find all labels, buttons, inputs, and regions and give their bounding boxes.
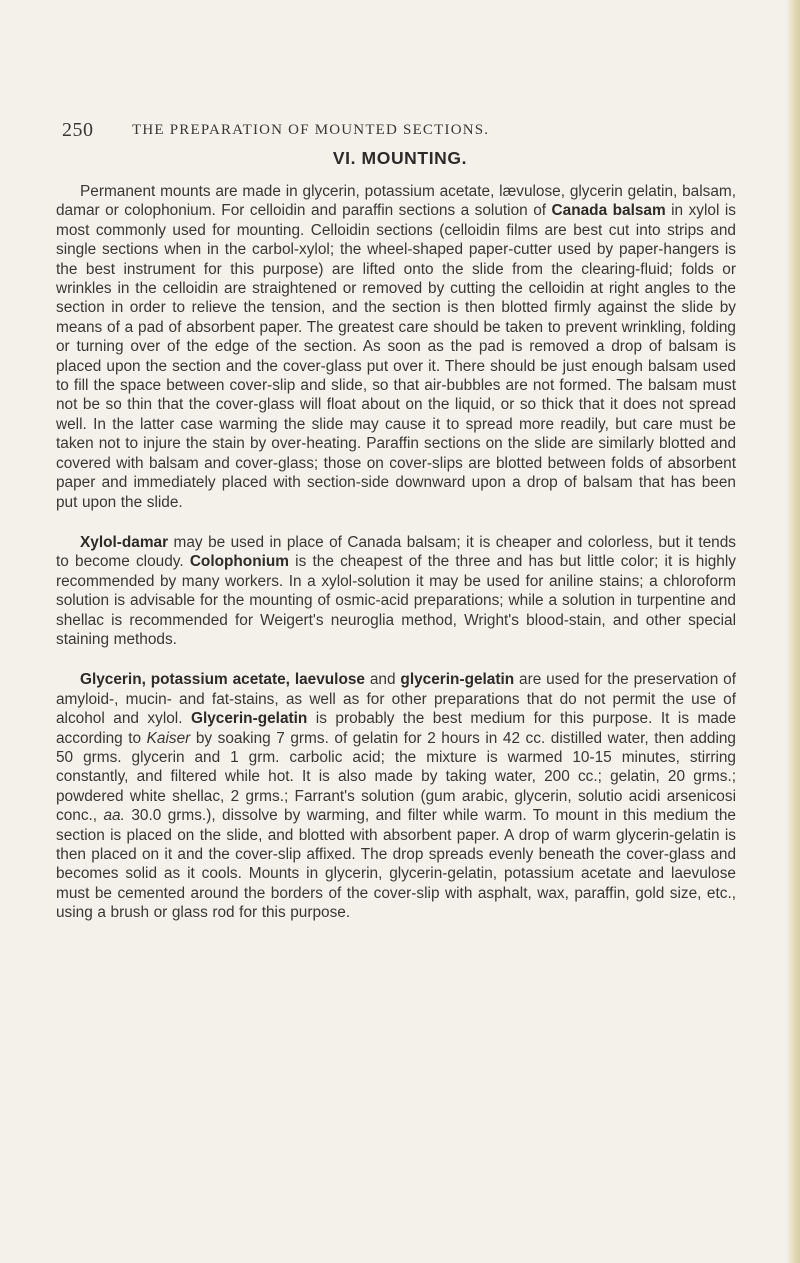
running-title: THE PREPARATION OF MOUNTED SECTIONS.: [132, 122, 490, 138]
term-glycerin-gelatin: glycerin-gelatin: [400, 671, 515, 689]
abbrev-aa: aa.: [103, 807, 125, 825]
text-run: is the cheapest of the three and has but little color; it is highly recommended by many workers. In a xylol-solution it may be used for aniline stains; a chloroform solution is advisable for the mounting of osmic-acid preparations; while a solution in turpentine and shellac is recommended for Weigert's neuroglia method, Wright's blood-stain, and other special staining methods.: [56, 553, 736, 648]
author-kaiser: Kaiser: [146, 729, 191, 747]
paragraph-xylol-damar: [56, 533, 736, 649]
text-run: by soaking 7 grms. of gelatin for 2 hours in 42 cc. distilled water, then adding 50 grms. glycerin and 1 grm. carbolic acid; the mixture is warmed 10-15 minutes, stirring constantly, and filtered while hot. It is also made by taking water, 200 cc.; gelatin, 20 grms.; powdered white shellac, 2 grms.; Farrant's solution (gum arabic, glycerin, solutio acidi arsenicosi conc.,: [56, 729, 736, 825]
text-run: are used for the preservation of amyloid-, mucin- and fat-stains, as well as for other preparations that do not permit the use of alcohol and xylol.: [56, 671, 736, 728]
paragraph-canada-balsam: [56, 182, 736, 512]
section-heading: VI. MOUNTING.: [332, 148, 468, 168]
text-run: in xylol is most commonly used for mounting. Celloidin sections (celloidin films are best cut into strips and single sections when in the carbol-xylol; the wheel-shaped paper-cutter used by paper-hangers is the best instrument for this purpose) are lifted onto the slide from the clearing-fluid; folds or wrinkles in the celloidin are straightened or removed by cutting the celloidin at right angles to the section in order to relieve the tension, and the section is then blotted firmly against the slide by means of a pad of absorbent paper. The greatest care should be taken to prevent wrinkling, folding or turning over of the edge of the section. As soon as the pad is removed a drop of balsam is placed upon the section and the cover-glass put over it. There should be just enough balsam used to fill the space between cover-slip and slide, so that air-bubbles are not formed. The balsam must not be so thin that the cover-glass will float about on the liquid, or so thick that it does not spread well. In the latter case warming the slide may cause it to spread more readily, but care must be taken not to injure the stain by over-heating. Paraffin sections on the slide are similarly blotted and covered with balsam and cover-glass; those on cover-slips are blotted between folds of absorbent paper and immediately placed with section-side downward upon a drop of balsam that has been put upon the slide.: [56, 202, 736, 511]
running-head: [62, 119, 742, 145]
term-canada-balsam: Canada balsam: [551, 202, 666, 220]
term-colophonium: Colophonium: [189, 553, 289, 571]
paragraph-glycerin: [56, 670, 736, 922]
term-glycerin-media: Glycerin, potassium acetate, laevulose: [80, 671, 365, 689]
text-run: is probably the best medium for this purpose. It is made according to: [56, 710, 737, 747]
page-edge-shadow: [786, 0, 800, 1263]
text-run: and: [364, 671, 401, 689]
text-run: Permanent mounts are made in glycerin, potassium acetate, lævulose, glycerin gelatin, balsam, damar or colophonium. For celloidin and paraffin sections a solution of: [56, 183, 736, 220]
text-run: 30.0 grms.), dissolve by warming, and filter while warm. To mount in this medium the section is placed on the slide, and blotted with absorbent paper. A drop of warm glycerin-gelatin is then placed on it and the cover-slip affixed. The drop spreads evenly beneath the cover-glass and becomes solid as it cools. Mounts in glycerin, glycerin-gelatin, potassium acetate and laevulose must be cemented around the borders of the cover-slip with asphalt, wax, paraffin, gold size, etc., using a brush or glass rod for this purpose.: [56, 807, 736, 922]
text-run: may be used in place of Canada balsam; it is cheaper and colorless, but it tends to become cloudy.: [56, 533, 736, 571]
term-glycerin-gelatin-2: Glycerin-gelatin: [190, 710, 308, 728]
page-number: 250: [62, 119, 94, 141]
term-xylol-damar: Xylol-damar: [80, 533, 169, 551]
body-text: [56, 182, 736, 944]
